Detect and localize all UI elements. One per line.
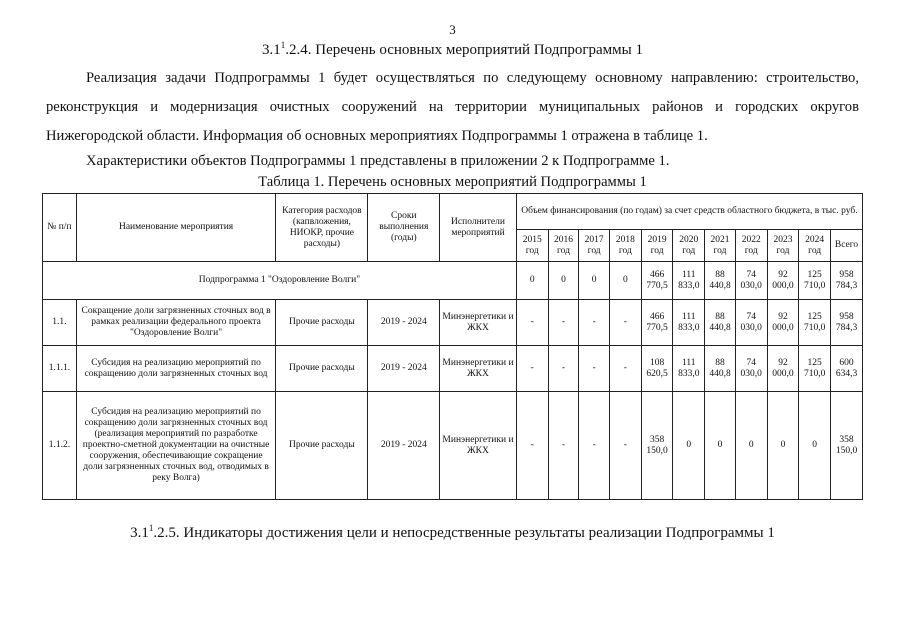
table-row-subprogram-total: [43, 262, 863, 300]
header-year: 2015 год: [516, 230, 548, 262]
row-executors: Минэнергетики и ЖКХ: [440, 392, 517, 500]
section-heading-2-rest: .2.5. Индикаторы достижения цели и непосредственные результаты реализации Подпрограммы 1: [153, 525, 775, 541]
value-cell: -: [610, 346, 642, 392]
row-terms: 2019 - 2024: [368, 392, 440, 500]
header-terms: Сроки выполнения (годы): [368, 194, 440, 262]
table-row: [43, 300, 863, 346]
value-cell: -: [516, 300, 548, 346]
value-cell: 92 000,0: [767, 300, 799, 346]
value-cell: 0: [767, 392, 799, 500]
table-row: [43, 346, 863, 392]
total-cell: 958 784,3: [831, 262, 863, 300]
total-cell: 600 634,3: [831, 346, 863, 392]
total-cell: 358 150,0: [831, 392, 863, 500]
value-cell: 92 000,0: [767, 262, 799, 300]
row-terms: 2019 - 2024: [368, 300, 440, 346]
paragraph-1: Реализация задачи Подпрограммы 1 будет осуществляться по следующему основному направлению: строительство, реконструкция и модернизация очистных сооружений на территории муниципальных районов и городских округов Нижегородской области. Информация об основных мероприятиях Подпрограммы 1 отражена в таблице 1.: [46, 70, 859, 144]
value-cell: 108 620,5: [641, 346, 673, 392]
header-year: 2018 год: [610, 230, 642, 262]
value-cell: 88 440,8: [705, 346, 736, 392]
row-num: 1.1.: [43, 300, 77, 346]
header-executors: Исполнители мероприятий: [440, 194, 517, 262]
table-caption: Таблица 1. Перечень основных мероприятий Подпрограммы 1: [258, 174, 647, 190]
value-cell: 111 833,0: [673, 300, 705, 346]
page-number: 3: [449, 22, 456, 37]
value-cell: 125 710,0: [799, 346, 831, 392]
section-heading-2-superscript: 1: [148, 523, 154, 533]
value-cell: -: [579, 346, 610, 392]
value-cell: 0: [579, 262, 610, 300]
value-cell: 74 030,0: [735, 300, 767, 346]
table-row: [43, 392, 863, 500]
section-heading-superscript: 1: [280, 40, 286, 50]
value-cell: 111 833,0: [673, 262, 705, 300]
value-cell: 0: [548, 262, 579, 300]
row-category: Прочие расходы: [276, 392, 368, 500]
value-cell: 88 440,8: [705, 262, 736, 300]
header-year: 2021 год: [705, 230, 736, 262]
value-cell: 125 710,0: [799, 300, 831, 346]
value-cell: 88 440,8: [705, 300, 736, 346]
header-year: 2023 год: [767, 230, 799, 262]
section-heading-2-prefix: 3.1: [130, 525, 149, 541]
value-cell: 74 030,0: [735, 262, 767, 300]
subprogram-label: Подпрограмма 1 "Оздоровление Волги": [43, 262, 517, 300]
section-heading-prefix: 3.1: [262, 42, 281, 58]
value-cell: 466 770,5: [641, 300, 673, 346]
header-funding: Объем финансирования (по годам) за счет средств областного бюджета, в тыс. руб.: [516, 194, 862, 230]
value-cell: -: [516, 392, 548, 500]
row-name: Субсидия на реализацию мероприятий по сокращению доли загрязненных сточных вод (реализация мероприятий по разработке проектно-сметной документации на очистные сооружения, обеспечивающие сокращение доли загрязненных сточных вод, отводимых в реку Волга): [76, 392, 276, 500]
row-num: 1.1.2.: [43, 392, 77, 500]
section-heading-2: [0, 525, 905, 542]
measures-table: [42, 193, 863, 500]
section-heading: [0, 42, 905, 59]
value-cell: -: [548, 392, 579, 500]
header-year: 2017 год: [579, 230, 610, 262]
value-cell: 0: [735, 392, 767, 500]
value-cell: 125 710,0: [799, 262, 831, 300]
row-category: Прочие расходы: [276, 346, 368, 392]
header-category: Категория расходов (капвложения, НИОКР, прочие расходы): [276, 194, 368, 262]
value-cell: -: [579, 392, 610, 500]
total-cell: 958 784,3: [831, 300, 863, 346]
value-cell: 92 000,0: [767, 346, 799, 392]
header-year: 2016 год: [548, 230, 579, 262]
value-cell: -: [579, 300, 610, 346]
header-year: 2022 год: [735, 230, 767, 262]
value-cell: -: [516, 346, 548, 392]
header-name: Наименование мероприятия: [76, 194, 276, 262]
row-name: Субсидия на реализацию мероприятий по сокращению доли загрязненных сточных вод: [76, 346, 276, 392]
value-cell: 74 030,0: [735, 346, 767, 392]
value-cell: 0: [799, 392, 831, 500]
value-cell: 0: [516, 262, 548, 300]
header-year: 2019 год: [641, 230, 673, 262]
value-cell: 111 833,0: [673, 346, 705, 392]
value-cell: -: [548, 346, 579, 392]
row-name: Сокращение доли загрязненных сточных вод в рамках реализации федерального проекта "Оздоровление Волги": [76, 300, 276, 346]
value-cell: 358 150,0: [641, 392, 673, 500]
table-header-row: [43, 194, 863, 230]
row-executors: Минэнергетики и ЖКХ: [440, 346, 517, 392]
row-category: Прочие расходы: [276, 300, 368, 346]
value-cell: -: [610, 300, 642, 346]
value-cell: -: [610, 392, 642, 500]
value-cell: 0: [705, 392, 736, 500]
value-cell: 0: [673, 392, 705, 500]
value-cell: -: [548, 300, 579, 346]
value-cell: 466 770,5: [641, 262, 673, 300]
header-num: № п/п: [43, 194, 77, 262]
row-num: 1.1.1.: [43, 346, 77, 392]
header-year: 2024 год: [799, 230, 831, 262]
value-cell: 0: [610, 262, 642, 300]
paragraph-2: Характеристики объектов Подпрограммы 1 представлены в приложении 2 к Подпрограмме 1.: [86, 153, 670, 169]
row-terms: 2019 - 2024: [368, 346, 440, 392]
header-total: Всего: [831, 230, 863, 262]
section-heading-rest: .2.4. Перечень основных мероприятий Подпрограммы 1: [285, 42, 643, 58]
header-year: 2020 год: [673, 230, 705, 262]
row-executors: Минэнергетики и ЖКХ: [440, 300, 517, 346]
